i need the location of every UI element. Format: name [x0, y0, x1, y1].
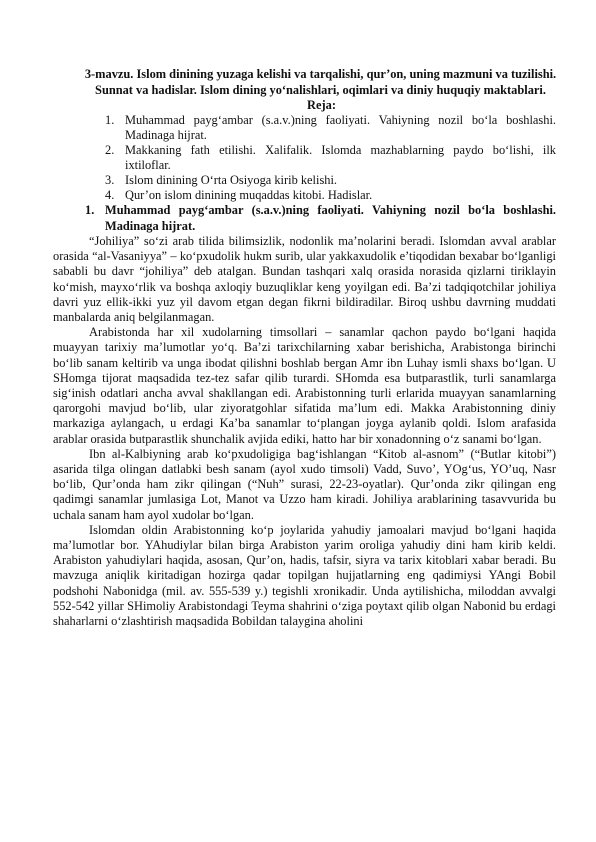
paragraph: Ibn al-Kalbiyning arab ko‘pxudoligiga bag‘ishlangan “Kitob al-asnom” (“Butlar kitobi”) asarida tilga olingan datlabki besh sanam (ayol xudo timsoli) Vadd, Suvo’, YOg‘us, YO’uq, Nasr bo‘lib, Qur’onda ham zikr qilingan (“Nuh” surasi, 22-23-oyatlar). Qur’onda zikr qilingan eng qadimgi sanamlar jumlasiga Lot, Manot va Uzzo ham kiradi. Johiliya arablarining tasavvurida bu uchala sanam ham ayol xudolar bo‘lgan. [53, 446, 556, 522]
plan-item-number: 4. [105, 188, 115, 202]
section-heading-text: Muhammad payg‘ambar (s.a.v.)ning faoliyati. Vahiyning nozil bo‘la boshlashi. Madinaga hijrat. [105, 203, 556, 233]
plan-item-text: Makkaning fath etilishi. Xalifalik. Islomda mazhablarning paydo bo‘lishi, ilk ixtiloflar. [125, 143, 556, 172]
plan-item-text: Muhammad payg‘ambar (s.a.v.)ning faoliyati. Vahiyning nozil bo‘la boshlashi. Madinaga hijrat. [125, 113, 556, 142]
plan-list [87, 113, 556, 203]
plan-item-number: 2. [105, 143, 115, 157]
plan-item [105, 188, 556, 203]
plan-item [105, 173, 556, 188]
section-number: 1. [85, 203, 95, 217]
plan-item-text: Qur’on islom dinining muqaddas kitobi. Hadislar. [125, 188, 373, 202]
document-title: 3-mavzu. Islom dinining yuzaga kelishi va tarqalishi, qur’on, uning mazmuni va tuzilishi. Sunnat va hadislar. Islom dining yo‘nalishlari, oqimlari va diniy huquqiy maktablari. [84, 67, 557, 97]
plan-item-number: 1. [105, 113, 115, 127]
plan-label [87, 98, 556, 113]
plan-item [105, 113, 556, 143]
plan-item-number: 3. [105, 173, 115, 187]
section-heading [75, 203, 556, 234]
plan-item-text: Islom dinining O‘rta Osiyoga kirib kelishi. [125, 173, 337, 187]
paragraph: Arabistonda har xil xudolarning timsollari – sanamlar qachon paydo bo‘lgani haqida muayyan tarixiy ma’lumotlar yo‘q. Ba’zi tarixchilarning xabar berishicha, Arabistonga birinchi bo‘lib sanam keltirib va unga ibodat qilishni boshlab bergan Amr ibn Luhay ismli shaxs bo‘lgan. U SHomga tijorat maqsadida tez-tez safar qilib turardi. SHomda esa butparastlik, turli sanamlarga sig‘inish odatlari ancha avval shakllangan edi. Arabistonning turli erlarida muayyan sanamlarning qarorgohi mavjud bo‘lib, ular ziyoratgohlar sifatida ma’lum edi. Makka Arabistonning diniy markaziga aylangach, u erdagi Ka’ba sanamlar to‘plangan joyga aylanib qoldi. Islom arafasida arablar orasida butparastlik shunchalik avjida ediki, hatto har bir xonadonning o‘z sanami bo‘lgan. [53, 325, 556, 446]
paragraph: Islomdan oldin Arabistonning ko‘p joylarida yahudiy jamoalari mavjud bo‘lgani haqida ma’lumotlar bor. YAhudiylar bilan birga Arabiston yarim oroliga yahudiy dini ham kirib keldi. Arabiston yahudiylari haqida, asosan, Qur’on, hadis, tafsir, siyra va tarix kitoblari xabar beradi. Bu mavzuga aniqlik kiritadigan hozirga qadar topilgan hujjatlarning eng qadimiysi YAngi Bobil podshohi Nabonidga (mil. av. 555-539 y.) tegishli xronikadir. Unda aytilishicha, miloddan avvalgi 552-542 yillar SHimoliy Arabistondagi Teyma shahrini o‘ziga poytaxt qilib olgan Nabonid bu erdagi shaharlarni o‘zlashtirish maqsadida Bobildan talaygina aholini [53, 522, 556, 629]
paragraph: “Johiliya” so‘zi arab tilida bilimsizlik, nodonlik ma’nolarini beradi. Islomdan avval arablar orasida “al-Vasaniyya” – ko‘pxudolik hukm surib, ular yakkaxudolik e’tiqodidan bexabar bo‘lganligi sababli bu davr “johiliya” deb atalgan. Bundan tashqari xalq orasida norasida qizlarni tiriklayin ko‘mish, mayxo‘rlik va boshqa axloqiy buzuqliklar keng yoyilgan edi. Ba’zi tadqiqotchilar johiliya davri yuz ellik-ikki yuz yil davom etgan degan fikrni bildiradilar. Biroq ushbu davrning muddati manbalarda aniq belgilanmagan. [53, 234, 556, 325]
body-text [53, 234, 556, 629]
plan-item [105, 143, 556, 173]
plan-label-text: Reja: [307, 98, 336, 112]
